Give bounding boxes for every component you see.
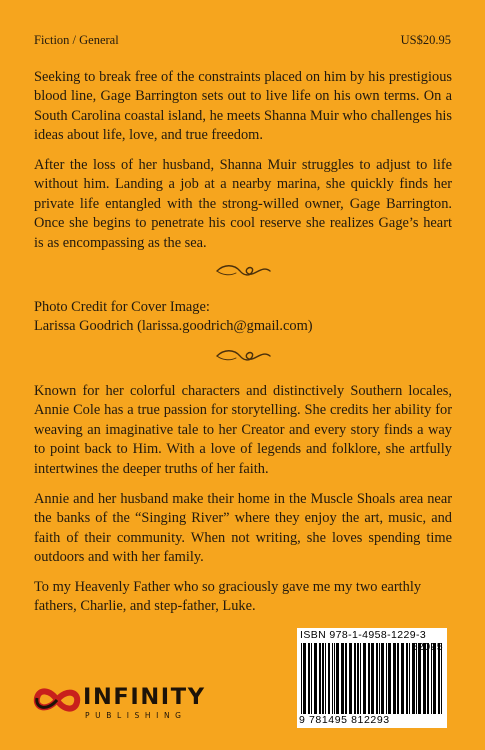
- barcode-bar: [416, 643, 417, 715]
- dedication: To my Heavenly Father who so graciously gave me my two earthly fathers, Charlie, and step-father, Luke.: [34, 579, 422, 615]
- blurb-paragraph-2: After the loss of her husband, Shanna Muir struggles to adjust to life without him. Landing a job at a nearby marina, she quickly finds her private life entangled with the strong-willed owner, Gage Barrington. Once she begins to penetrate his cool reserve she realizes Gage’s heart is as encompassing as the sea.: [34, 157, 452, 251]
- barcode-bar: [423, 643, 426, 715]
- ean-digits: 9 781495 812293: [299, 714, 445, 726]
- barcode-bar: [363, 643, 366, 715]
- photo-credit-name: Larissa Goodrich (larissa.goodrich@gmail.com): [34, 318, 313, 335]
- barcode-bar: [311, 643, 312, 715]
- barcode-bar: [360, 643, 361, 715]
- barcode-bar: [336, 643, 339, 715]
- barcode-bar: [386, 643, 387, 715]
- barcode-bar: [381, 643, 384, 715]
- top-bar: [34, 33, 451, 48]
- barcode-bar: [328, 643, 330, 715]
- barcode-bar: [332, 643, 333, 715]
- barcode-bar: [397, 643, 399, 715]
- barcode-bar: [319, 643, 321, 715]
- barcode-bar: [412, 643, 415, 715]
- barcode-bar: [325, 643, 326, 715]
- publisher-subtitle: PUBLISHING: [85, 711, 187, 720]
- barcode-bar: [368, 643, 370, 715]
- barcode-bar: [441, 643, 442, 715]
- barcode-bar: [388, 643, 391, 715]
- barcode-bar: [341, 643, 344, 715]
- publisher-logo: [33, 678, 243, 728]
- barcode-bar: [357, 643, 359, 715]
- photo-credit-heading: Photo Credit for Cover Image:: [34, 299, 210, 315]
- infinity-icon: [33, 684, 81, 716]
- price-label: US$20.95: [400, 33, 451, 47]
- barcode-bar: [376, 643, 378, 715]
- barcode-bars: [301, 643, 443, 715]
- barcode-bar: [354, 643, 356, 715]
- genre-label: Fiction / General: [34, 33, 119, 47]
- publisher-name: INFINITY: [83, 684, 206, 710]
- barcode-bar: [303, 643, 306, 715]
- author-bio-paragraph-1: Known for her colorful characters and distinctively Southern locales, Annie Cole has a true passion for storytelling. She credits her ability for weaving an imaginative tale to her Creator and every story finds a way to point back to Him. With a love of legends and folklore, she artfully intertwines the deeper truths of her faith.: [34, 383, 452, 477]
- barcode-bar: [345, 643, 347, 715]
- barcode-bar: [406, 643, 408, 715]
- barcode-bar: [322, 643, 324, 715]
- barcode-bar: [418, 643, 421, 715]
- barcode-bar: [427, 643, 429, 715]
- blurb-paragraph-1: Seeking to break free of the constraints placed on him by his prestigious blood line, Gage Barrington sets out to live life on his own terms. On a South Carolina coastal island, he meets Shanna Muir who challenges his ideas about life, love, and true freedom.: [34, 69, 452, 144]
- flourish-ornament-icon: [214, 347, 272, 365]
- isbn-barcode: [297, 628, 447, 728]
- barcode-bar: [379, 643, 380, 715]
- flourish-ornament-icon: [214, 262, 272, 280]
- barcode-bar: [431, 643, 432, 715]
- barcode-bar: [438, 643, 440, 715]
- photo-credit: [34, 298, 452, 337]
- barcode-bar: [393, 643, 396, 715]
- barcode-bar: [334, 643, 335, 715]
- barcode-bar: [433, 643, 436, 715]
- barcode-bar: [401, 643, 404, 715]
- barcode-bar: [409, 643, 410, 715]
- barcode-bar: [371, 643, 374, 715]
- barcode-bar: [314, 643, 317, 715]
- barcode-bar: [349, 643, 352, 715]
- author-bio-paragraph-2: Annie and her husband make their home in the Muscle Shoals area near the banks of the “Singing River” where they enjoy the art, music, and faith of their community. When not writing, she loves spending time outdoors and with her family.: [34, 491, 452, 566]
- isbn-label: ISBN 978-1-4958-1229-3: [300, 629, 427, 641]
- barcode-bar: [308, 643, 310, 715]
- barcode-bar: [301, 643, 302, 715]
